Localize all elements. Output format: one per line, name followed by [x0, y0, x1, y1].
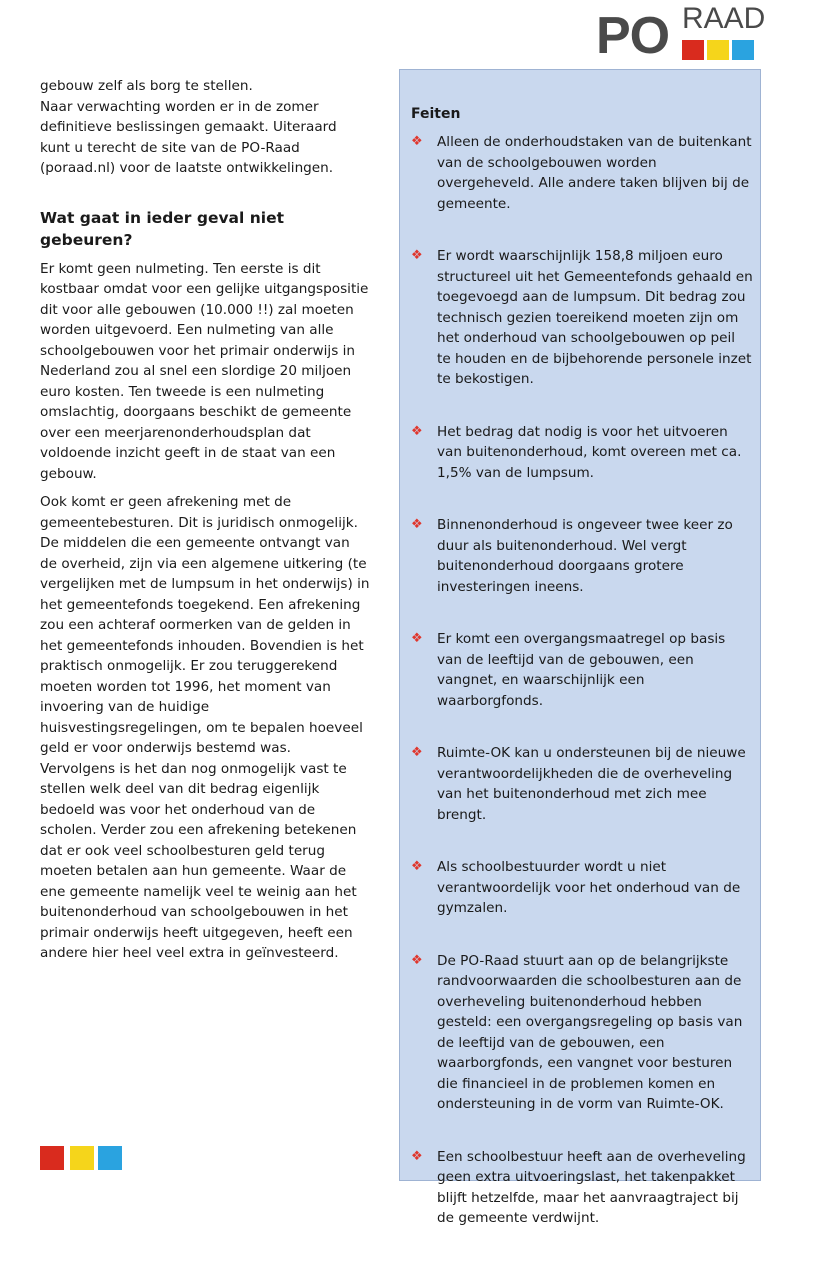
facts-title: Feiten — [411, 106, 461, 122]
diamond-bullet-icon: ❖ — [411, 631, 423, 646]
diamond-bullet-icon: ❖ — [411, 859, 423, 874]
intro-line-1: gebouw zelf als borg te stellen. — [40, 78, 253, 94]
fact-item — [411, 629, 753, 711]
logo-blue-square — [732, 40, 754, 60]
fact-text: Er wordt waarschijnlijk 158,8 miljoen euro structureel uit het Gemeentefonds gehaald en toegevoegd aan de lumpsum. Dit bedrag zou technisch gezien toereikend moeten zijn om het onderhoud van schoolgebouwen op peil te houden en de bijbehorende personele inzet te bekostigen. — [437, 248, 753, 387]
facts-sidebar — [399, 69, 761, 1226]
footer-red-square — [40, 1146, 64, 1170]
fact-text: Ruimte-OK kan u ondersteunen bij de nieuwe verantwoordelijkheden die de overheveling van het buitenonderhoud met zich mee brengt. — [437, 745, 746, 823]
facts-list — [411, 132, 753, 1261]
fact-text: Alleen de onderhoudstaken van de buitenkant van de schoolgebouwen worden overgeheveld. Alle andere taken blijven bij de gemeente. — [437, 134, 752, 212]
fact-text: Het bedrag dat nodig is voor het uitvoeren van buitenonderhoud, komt overeen met ca. 1,5% van de lumpsum. — [437, 423, 742, 481]
diamond-bullet-icon: ❖ — [411, 248, 423, 263]
logo-po-text: PO — [596, 7, 670, 65]
fact-text: Er komt een overgangsmaatregel op basis van de leeftijd van de gebouwen, een vangnet, en waarschijnlijk een waarborgfonds. — [437, 631, 726, 709]
logo-raad-text: RAAD — [682, 2, 766, 35]
paragraph-afrekening: Ook komt er geen afrekening met de gemeentebesturen. Dit is juridisch onmogelijk. De middelen die een gemeente ontvangt van de overheid, zijn via een algemene uitkering (te vergelijken met de lumpsum in het onderwijs) in het gemeentefonds toegekend. Een afrekening zou een achteraf oormerken van de gelden in het gemeentefonds inhouden. Bovendien is het praktisch onmogelijk. Er zou teruggerekend moeten worden tot 1996, het moment van invoering van de huidige huisvestingsregelingen, om te bepalen hoeveel geld er voor onderwijs bestemd was. Vervolgens is het dan nog onmogelijk vast te stellen welk deel van dit bedrag eigenlijk bedoeld was voor het onderhoud van de scholen. Verder zou een afrekening betekenen dat er ook veel schoolbesturen geld terug moeten betalen aan hun gemeente. Waar de ene gemeente namelijk veel te weinig aan het buitenonderhoud van schoolgebouwen in het primair onderwijs heeft uitgegeven, heeft een andere hier heel veel extra in geïnvesteerd. — [40, 494, 370, 961]
diamond-bullet-icon: ❖ — [411, 517, 423, 532]
logo-yellow-square — [707, 40, 729, 60]
diamond-bullet-icon: ❖ — [411, 1148, 423, 1164]
fact-item — [411, 515, 753, 597]
intro-paragraph — [40, 76, 370, 179]
paragraph-nulmeting: Er komt geen nulmeting. Ten eerste is dit kostbaar omdat voor een gelijke uitgangspositie dit voor alle gebouwen (10.000 !!) zal moeten worden uitgevoerd. Een nulmeting van alle schoolgebouwen voor het primair onderwijs in Nederland zou al snel een slordige 20 miljoen euro kosten. Ten tweede is een nulmeting omslachtig, doorgaans beschikt de gemeente over een meerjarenonderhoudsplan dat voldoende inzicht geeft in de staat van een gebouw. — [40, 260, 369, 482]
fact-text: Als schoolbestuurder wordt u niet verantwoordelijk voor het onderhoud van de gymzalen. — [437, 859, 741, 916]
fact-item — [411, 1147, 753, 1229]
po-raad-logo — [596, 2, 766, 65]
fact-item — [411, 951, 753, 1115]
footer-blue-square — [98, 1146, 122, 1170]
fact-item — [411, 132, 753, 214]
fact-text: De PO-Raad stuurt aan op de belangrijkste randvoorwaarden die schoolbesturen aan de overheveling buitenonderhoud hebben gesteld: een overgangsregeling op basis van de leeftijd van de gebouwen, een waarborgfonds, een vangnet voor besturen die financieel in de problemen komen en ondersteuning in de vorm van Ruimte-OK. — [437, 952, 743, 1112]
fact-item — [411, 743, 753, 825]
fact-text: Een schoolbestuur heeft aan de overheveling geen extra uitvoeringslast, het takenpakket blijft hetzelfde, maar het aanvraagtraject bij de gemeente verdwijnt. — [437, 1148, 746, 1226]
fact-item — [411, 857, 753, 919]
logo-red-square — [682, 40, 704, 60]
footer-yellow-square — [70, 1146, 94, 1170]
main-text-column — [40, 76, 370, 972]
diamond-bullet-icon: ❖ — [411, 134, 423, 149]
diamond-bullet-icon: ❖ — [411, 952, 423, 968]
fact-item — [411, 246, 753, 390]
intro-line-2: Naar verwachting worden er in de zomer definitieve beslissingen gemaakt. Uiteraard kunt u terecht de site van de PO-Raad (poraad.nl) voor de laatste ontwikkelingen. — [40, 98, 337, 176]
fact-text: Binnenonderhoud is ongeveer twee keer zo duur als buitenonderhoud. Wel vergt buitenonderhoud doorgaans grotere investeringen ineens. — [437, 517, 733, 595]
fact-item — [411, 422, 753, 484]
section-heading: Wat gaat in ieder geval niet gebeuren? — [40, 208, 284, 249]
diamond-bullet-icon: ❖ — [411, 423, 423, 439]
diamond-bullet-icon: ❖ — [411, 745, 423, 760]
